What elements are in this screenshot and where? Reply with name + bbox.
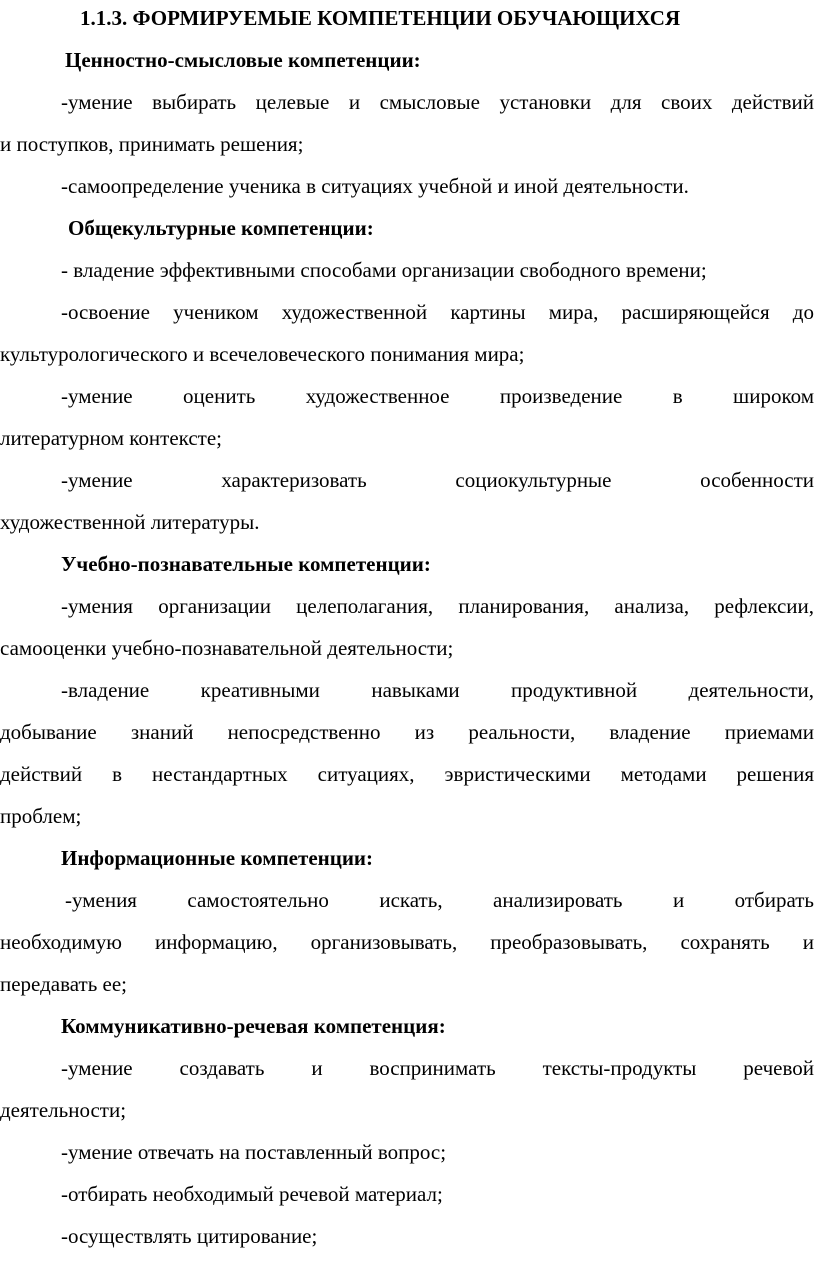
paragraph-line: культурологического и всечеловеческого понимания мира; — [0, 342, 525, 366]
paragraph-line: -умение характеризовать социокультурные особенности — [61, 468, 814, 492]
paragraph-line: необходимую информацию, организовывать, преобразовывать, сохранять и — [0, 930, 814, 954]
paragraph-line: проблем; — [0, 804, 82, 828]
paragraph-line: литературном контексте; — [0, 426, 222, 450]
section-heading: Ценностно-смысловые компетенции: — [65, 48, 421, 72]
paragraph-line: -умение оценить художественное произведение в широком — [61, 384, 814, 408]
paragraph-line: -осуществлять цитирование; — [61, 1224, 318, 1248]
section-heading: Коммуникативно-речевая компетенция: — [61, 1014, 446, 1038]
paragraph-line: -умения самостоятельно искать, анализировать и отбирать — [65, 888, 814, 912]
section-heading: Информационные компетенции: — [61, 846, 374, 870]
paragraph-line: -владение креативными навыками продуктивной деятельности, — [61, 678, 814, 702]
paragraph-line: передавать ее; — [0, 972, 128, 996]
section-heading: Общекультурные компетенции: — [68, 216, 374, 240]
paragraph-line: и поступков, принимать решения; — [0, 132, 304, 156]
paragraph-line: добывание знаний непосредственно из реальности, владение приемами — [0, 720, 814, 744]
paragraph-line: самооценки учебно-познавательной деятельности; — [0, 636, 454, 660]
page-title: 1.1.3. ФОРМИРУЕМЫЕ КОМПЕТЕНЦИИ ОБУЧАЮЩИХСЯ — [80, 6, 681, 30]
section-heading: Учебно-познавательные компетенции: — [61, 552, 431, 576]
paragraph-line: действий в нестандартных ситуациях, эвристическими методами решения — [0, 762, 814, 786]
paragraph-line: - владение эффективными способами организации свободного времени; — [61, 258, 707, 282]
paragraph-line: -освоение учеником художественной картины мира, расширяющейся до — [61, 300, 814, 324]
paragraph-line: деятельности; — [0, 1098, 127, 1122]
paragraph-line: -отбирать необходимый речевой материал; — [61, 1182, 443, 1206]
paragraph-line: художественной литературы. — [0, 510, 260, 534]
paragraph-line: -умение создавать и воспринимать тексты-продукты речевой — [61, 1056, 814, 1080]
paragraph-line: -самоопределение ученика в ситуациях учебной и иной деятельности. — [61, 174, 689, 198]
paragraph-line: -умения организации целеполагания, планирования, анализа, рефлексии, — [61, 594, 814, 618]
paragraph-line: -умение отвечать на поставленный вопрос; — [61, 1140, 447, 1164]
paragraph-line: -умение выбирать целевые и смысловые установки для своих действий — [61, 90, 814, 114]
